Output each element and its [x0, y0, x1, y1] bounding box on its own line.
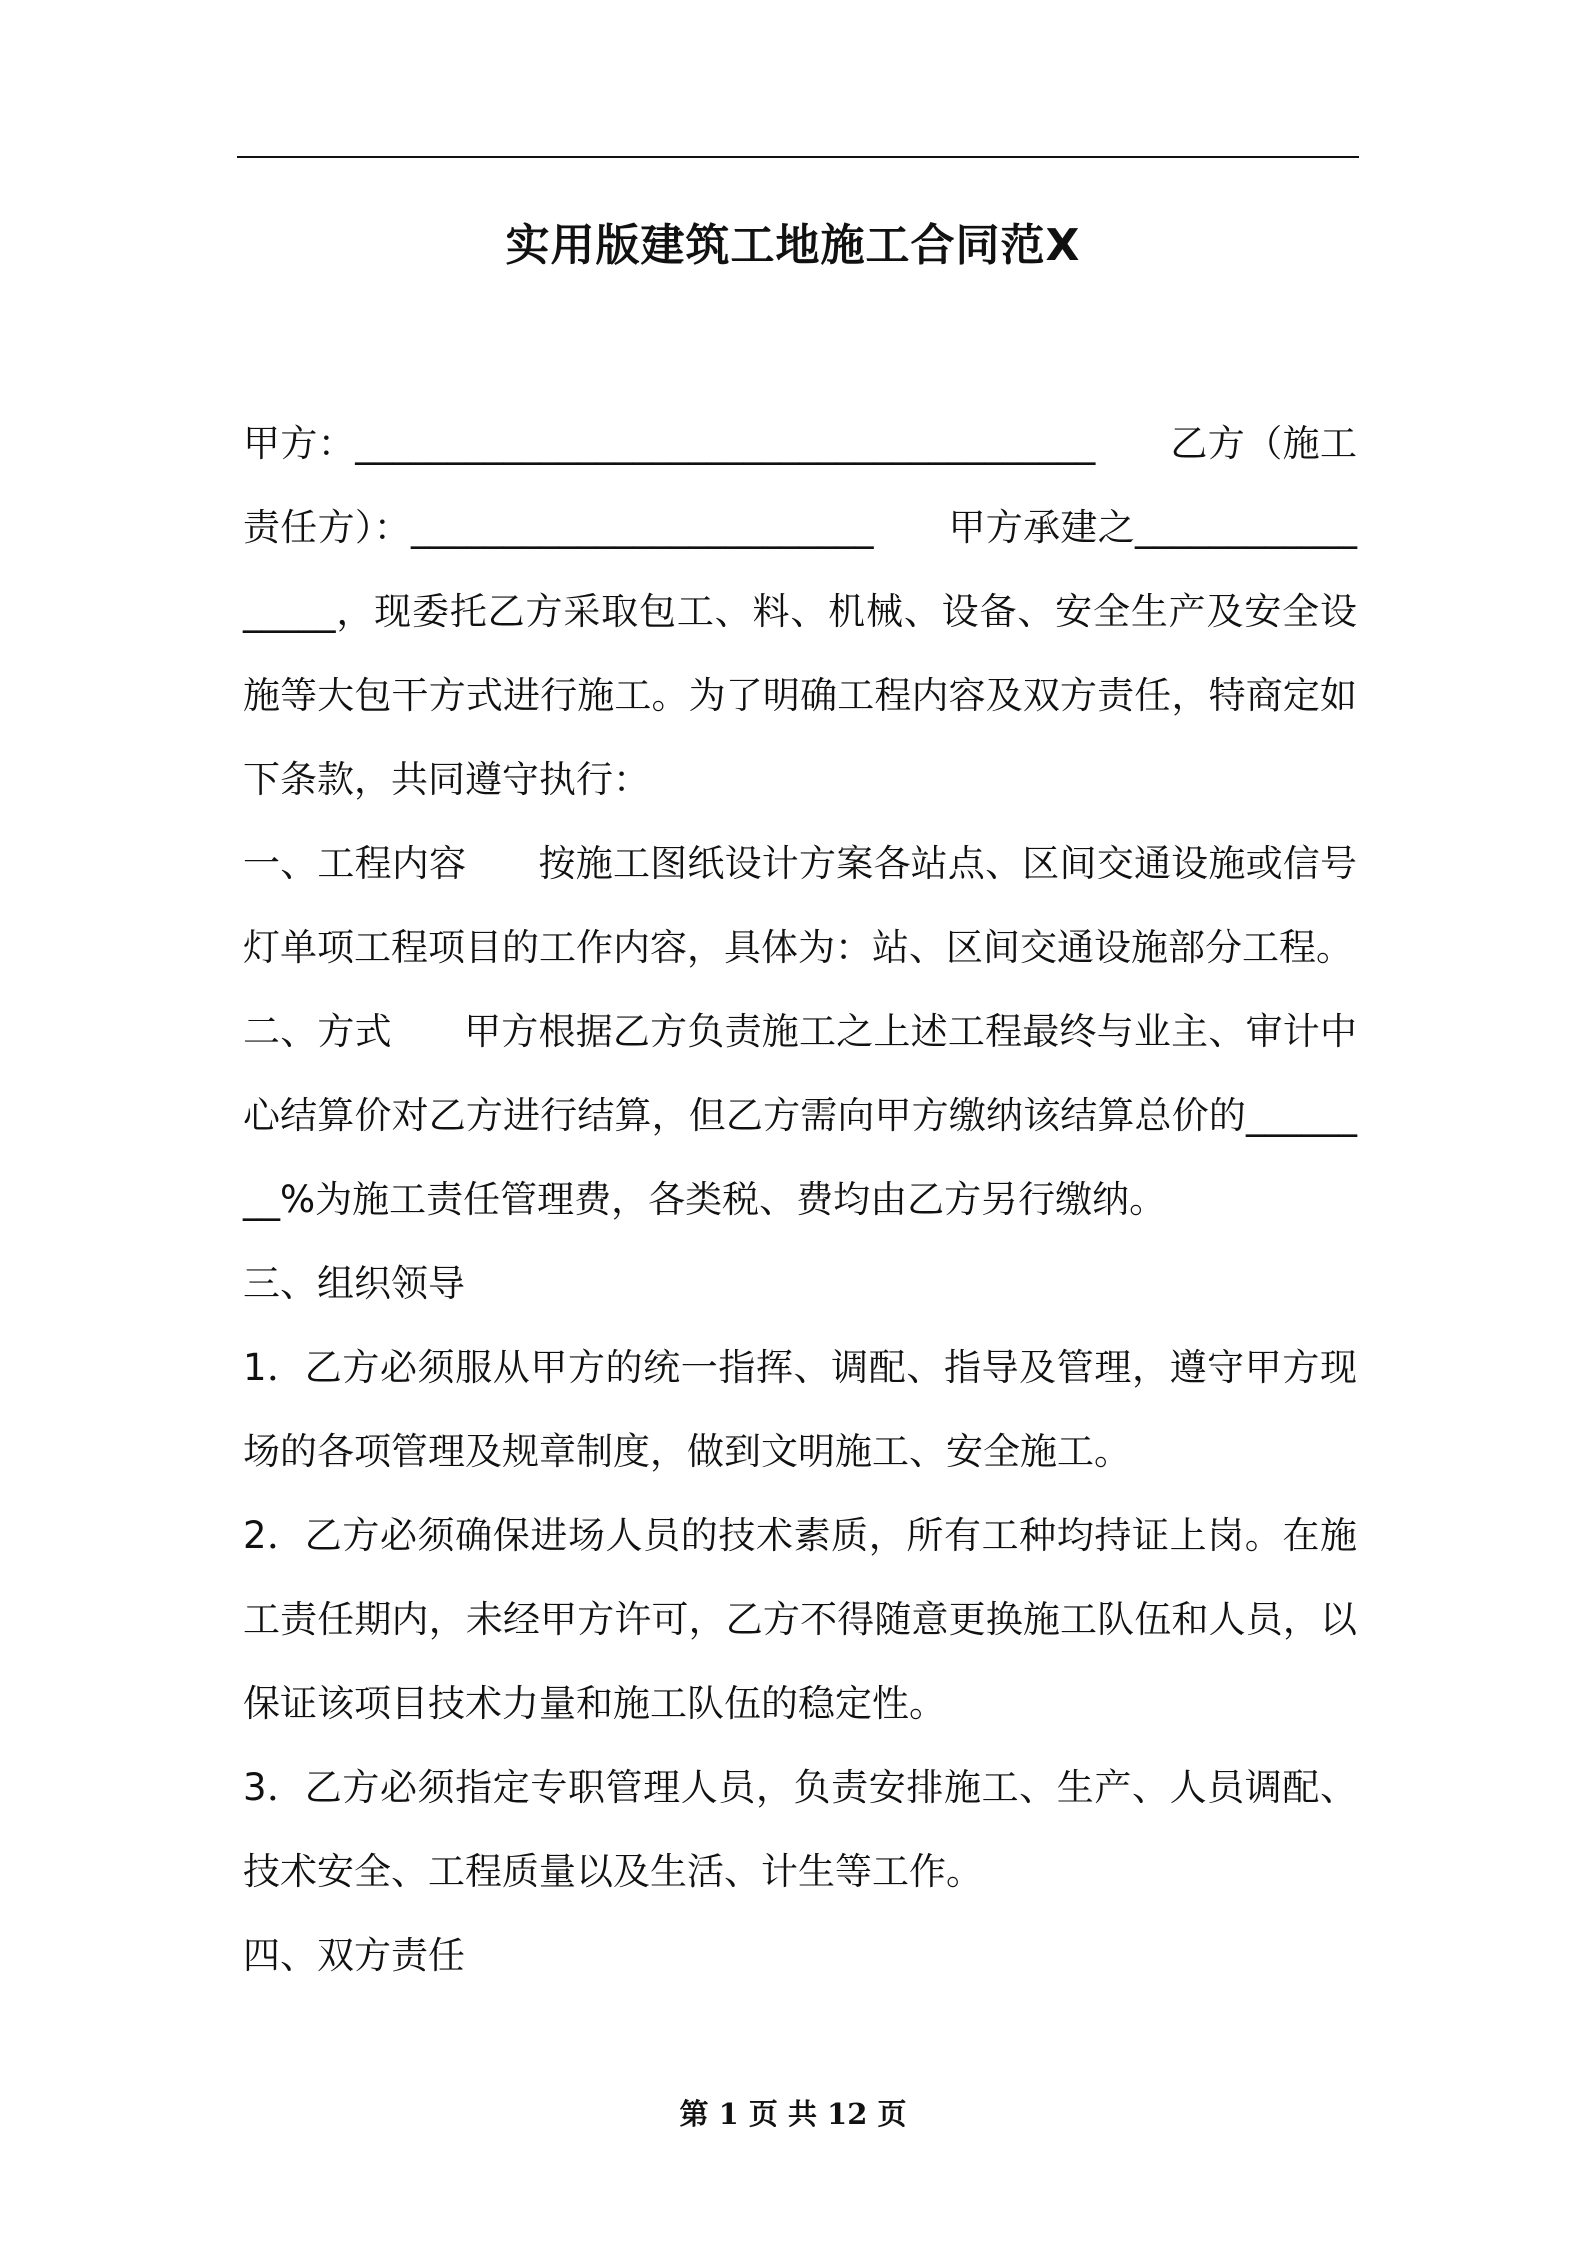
header-rule: [237, 156, 1359, 158]
page-number-label: 第 1 页 共 12 页: [679, 2097, 907, 2131]
section-2-text: 甲方根据乙方负责施工之上述工程最终与业主、审计中心结算价对乙方进行结算，但乙方需向甲方缴纳该结算总价的________%为施工责任管理费，各类税、费均由乙方另行缴纳。: [243, 1010, 1358, 1221]
section-3-item-3: 3．乙方必须指定专职管理人员，负责安排施工、生产、人员调配、技术安全、工程质量以及生活、计生等工作。: [243, 1766, 1357, 1893]
section-3-heading: 三、组织领导: [243, 1262, 465, 1305]
intro-paragraph: 甲方：________________________________________ 乙方（施工责任方）：_________________________ 甲方承建之_________________，现委托乙方采取包工、料、机械、设备、安全生产及安全设施等大包干方式进行施工。为了明确工程内容及双方责任，特商定如下条款，共同遵守执行：: [243, 422, 1357, 801]
document-body: [243, 402, 1357, 1998]
page-footer: [0, 2094, 1586, 2134]
section-2-heading: 二、方式: [243, 1010, 392, 1053]
section-1: [243, 822, 1357, 990]
section-3-item-2: 2．乙方必须确保进场人员的技术素质，所有工种均持证上岗。在施工责任期内，未经甲方许可，乙方不得随意更换施工队伍和人员，以保证该项目技术力量和施工队伍的稳定性。: [243, 1514, 1357, 1725]
section-2: [243, 990, 1357, 1242]
section-3-item-1: 1．乙方必须服从甲方的统一指挥、调配、指导及管理，遵守甲方现场的各项管理及规章制度，做到文明施工、安全施工。: [243, 1346, 1357, 1473]
section-1-heading: 一、工程内容: [243, 842, 467, 885]
section-1-text: 按施工图纸设计方案各站点、区间交通设施或信号灯单项工程项目的工作内容，具体为：站、区间交通设施部分工程。: [243, 842, 1358, 969]
document-title: 实用版建筑工地施工合同范X: [505, 220, 1081, 271]
section-4-heading: 四、双方责任: [243, 1934, 465, 1977]
